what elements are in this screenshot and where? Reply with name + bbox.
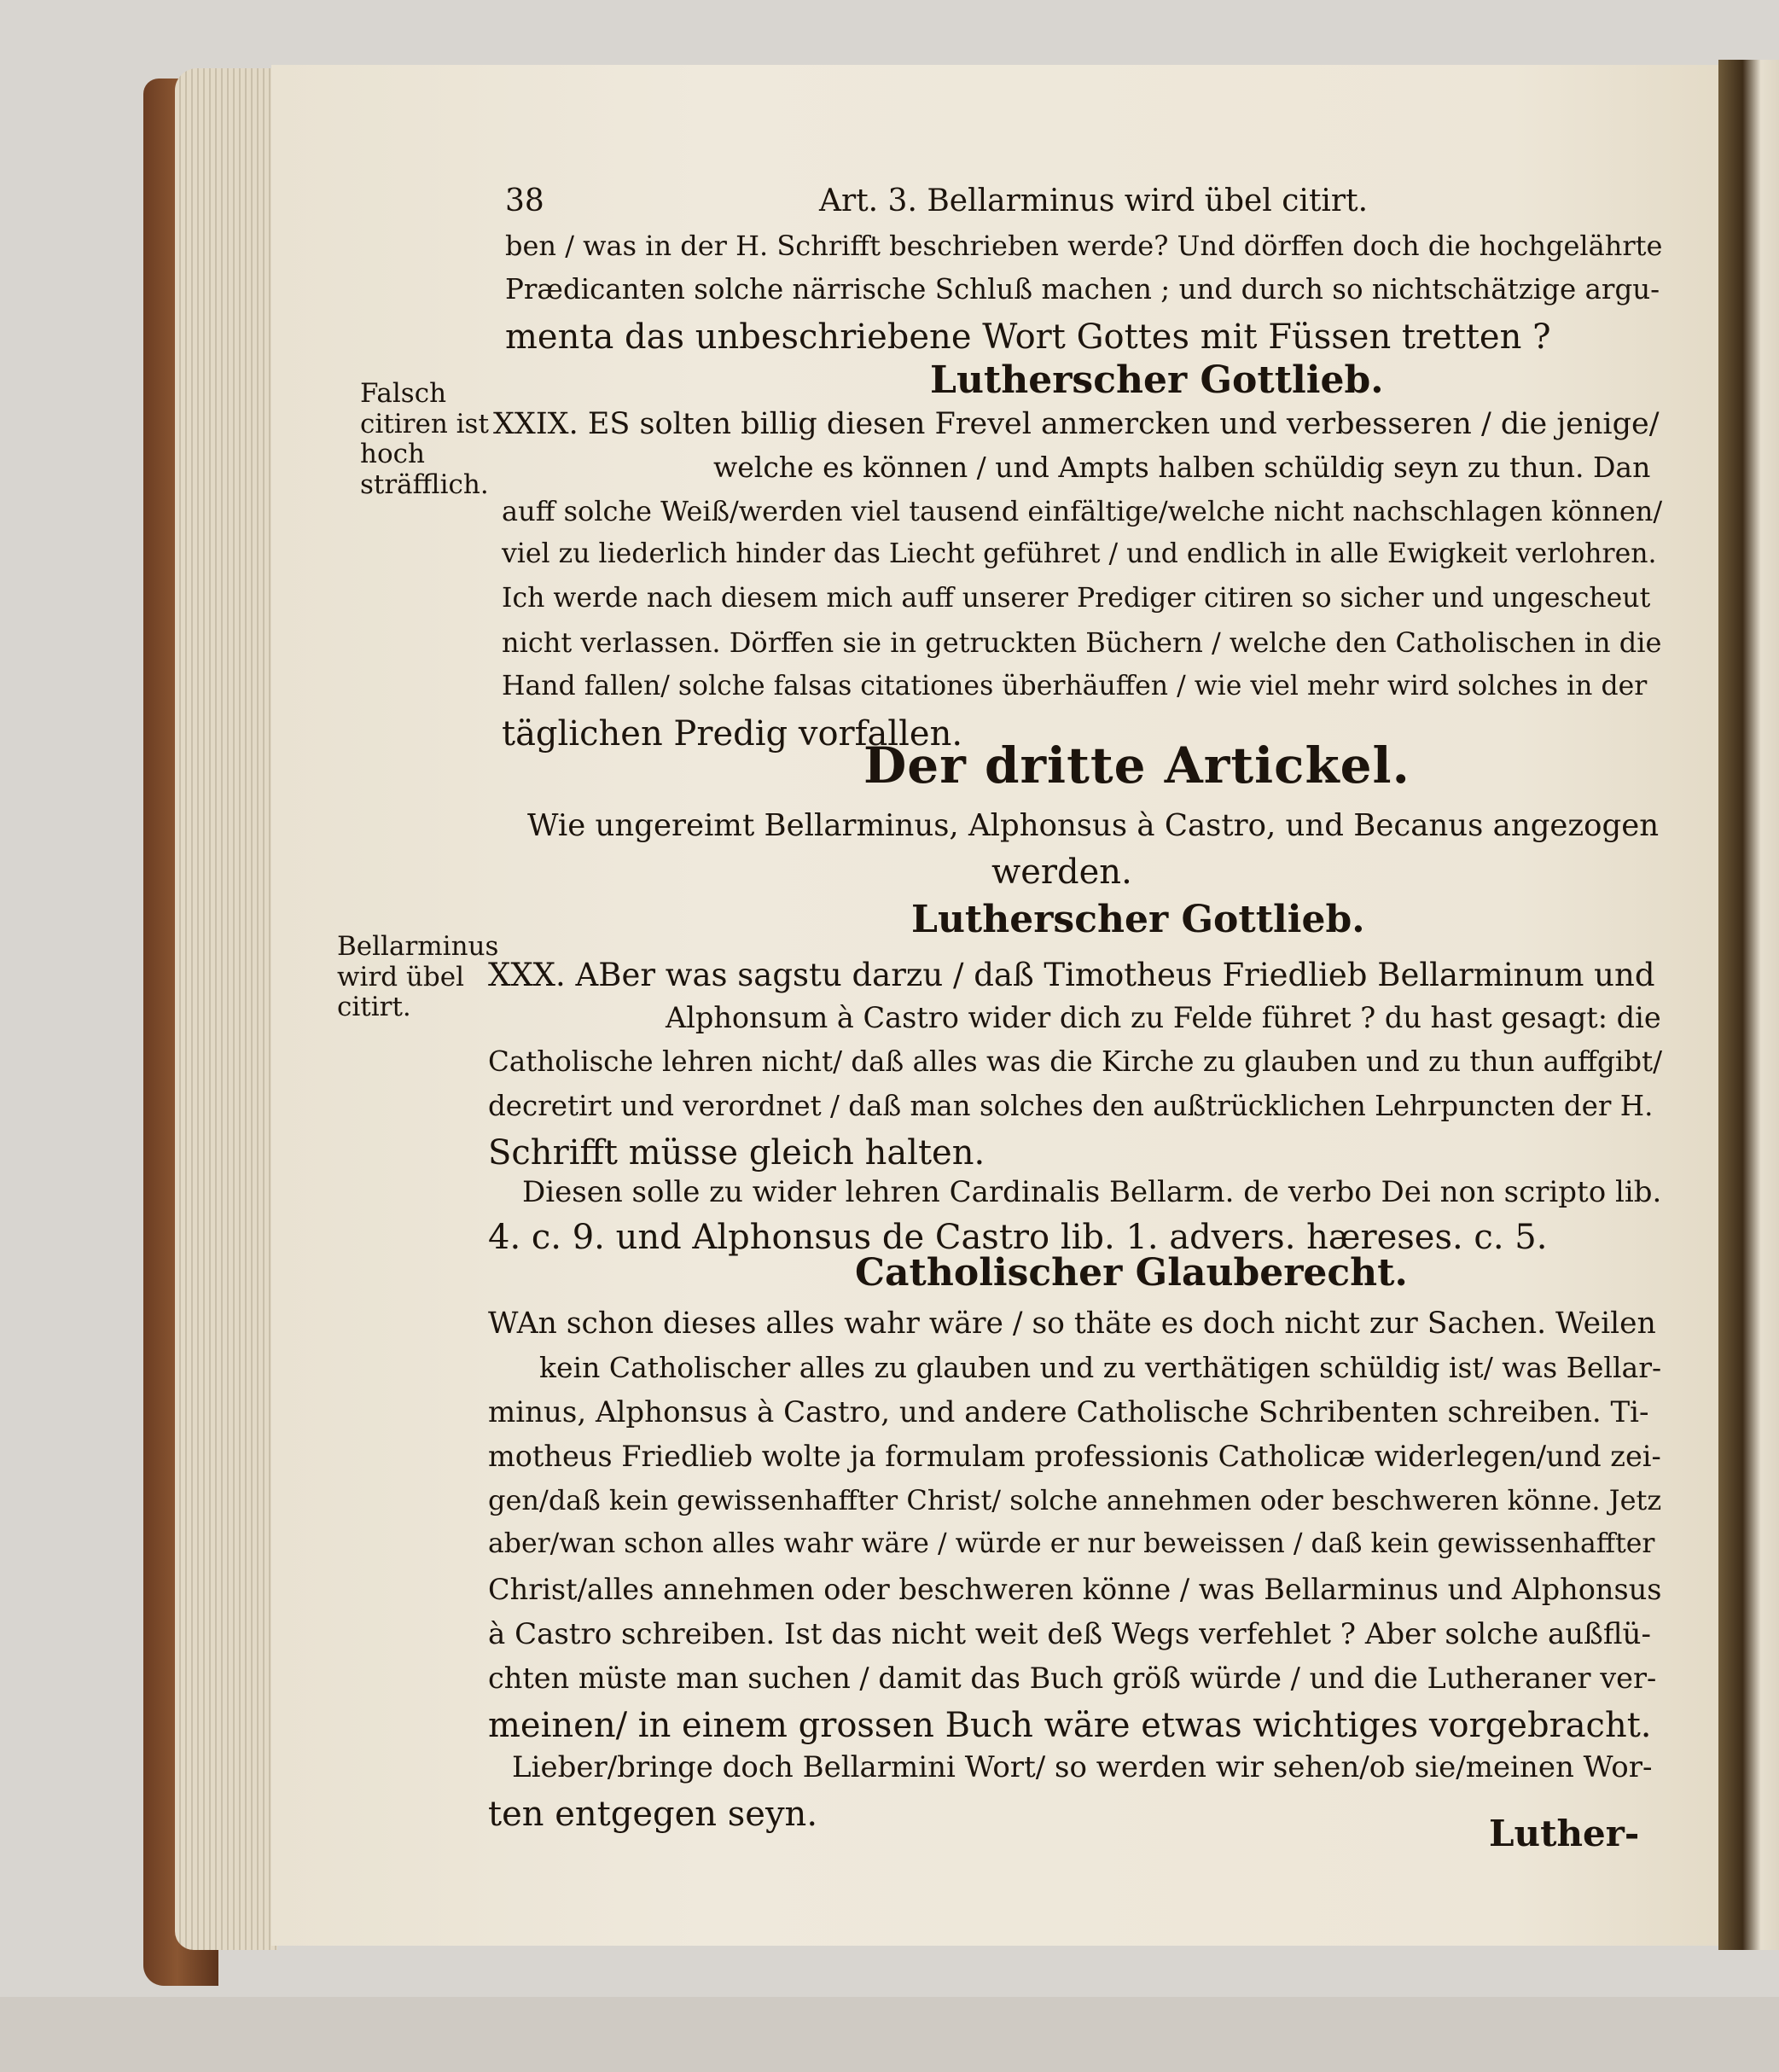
chapter-subtitle: werden. xyxy=(991,853,1132,892)
text-line: gen/daß kein gewissenhaffter Christ/ solche annehmen oder beschweren könne. Jetz xyxy=(488,1484,1662,1516)
page-number: 38 xyxy=(505,183,544,218)
text-line: WAn schon dieses alles wahr wäre / so thäte es doch nicht zur Sachen. Weilen xyxy=(488,1307,1656,1341)
text-line: XXIX. ES solten billig diesen Frevel anmercken und verbesseren / die jenige/ xyxy=(493,407,1660,441)
text-line: auff solche Weiß/werden viel tausend einfältige/welche nicht nachschlagen können/ xyxy=(502,495,1663,527)
text-line: meinen/ in einem grossen Buch wäre etwas wichtiges vorgebracht. xyxy=(488,1706,1652,1745)
text-line: ten entgegen seyn. xyxy=(488,1795,818,1834)
text-line: Ich werde nach diesem mich auff unserer Prediger citiren so sicher und ungescheut xyxy=(502,583,1651,614)
text-line: Lieber/bringe doch Bellarmini Wort/ so werden wir sehen/ob sie/meinen Wor- xyxy=(512,1750,1653,1784)
text-line: Hand fallen/ solche falsas citationes überhäuffen / wie viel mehr wird solches in der xyxy=(502,671,1648,701)
page-edges xyxy=(175,68,277,1950)
background xyxy=(0,1997,1779,2072)
section-heading: Catholischer Glauberecht. xyxy=(855,1251,1408,1295)
text-line: viel zu liederlich hinder das Liecht geführet / und endlich in alle Ewigkeit verlohren. xyxy=(502,538,1657,569)
side-note: Bellarminus wird übel citirt. xyxy=(337,931,499,1023)
text-line: minus, Alphonsus à Castro, und andere Catholische Schribenten schreiben. Ti- xyxy=(488,1395,1649,1429)
text-line: Prædicanten solche närrische Schluß machen ; und durch so nichtschätzige argu- xyxy=(505,273,1660,306)
catchword: Luther- xyxy=(1489,1813,1640,1854)
text-line: Alphonsum à Castro wider dich zu Felde führet ? du hast gesagt: die xyxy=(666,1001,1661,1034)
text-line: nicht verlassen. Dörffen sie in getruckten Büchern / welche den Catholischen in die xyxy=(502,626,1662,659)
text-line: Diesen solle zu wider lehren Cardinalis Bellarm. de verbo Dei non scripto lib. xyxy=(522,1175,1662,1209)
chapter-subtitle: Wie ungereimt Bellarminus, Alphonsus à Castro, und Becanus angezogen xyxy=(527,808,1660,843)
running-head: Art. 3. Bellarminus wird übel citirt. xyxy=(819,183,1369,218)
text-line: aber/wan schon alles wahr wäre / würde er nur beweissen / daß kein gewissenhaffter xyxy=(488,1528,1655,1559)
text-line: ben / was in der H. Schrifft beschrieben werde? Und dörffen doch die hochgelährte xyxy=(505,230,1663,262)
text-line: kein Catholischer alles zu glauben und zu verthätigen schüldig ist/ was Bellar- xyxy=(539,1351,1662,1384)
text-line: decretirt und verordnet / daß man solches den außtrücklichen Lehrpuncten der H. xyxy=(488,1090,1654,1122)
text-line: welche es können / und Ampts halben schüldig seyn zu thun. Dan xyxy=(713,451,1651,484)
side-note: Falsch citiren ist hoch sträfflich. xyxy=(360,378,489,500)
text-line: motheus Friedlieb wolte ja formulam professionis Catholicæ widerlegen/und zei- xyxy=(488,1440,1661,1473)
text-line: Christ/alles annehmen oder beschweren könne / was Bellarminus und Alphonsus xyxy=(488,1573,1662,1606)
text-line: täglichen Predig vorfallen. xyxy=(502,714,963,754)
chapter-title: Der dritte Artickel. xyxy=(863,736,1410,794)
text-line: chten müste man suchen / damit das Buch größ würde / und die Lutheraner ver- xyxy=(488,1662,1657,1695)
book-gutter xyxy=(1718,60,1779,1950)
text-line: menta das unbeschriebene Wort Gottes mit Füssen tretten ? xyxy=(505,317,1551,357)
text-line: Schrifft müsse gleich halten. xyxy=(488,1133,985,1173)
text-line: à Castro schreiben. Ist das nicht weit deß Wegs verfehlet ? Aber solche außflü- xyxy=(488,1617,1651,1651)
text-line: XXX. ABer was sagstu darzu / daß Timotheus Friedlieb Bellarminum und xyxy=(488,957,1655,993)
section-heading: Lutherscher Gottlieb. xyxy=(930,358,1384,402)
text-line: 4. c. 9. und Alphonsus de Castro lib. 1. advers. hæreses. c. 5. xyxy=(488,1218,1548,1257)
section-heading: Lutherscher Gottlieb. xyxy=(911,898,1365,941)
text-line: Catholische lehren nicht/ daß alles was die Kirche zu glauben und zu thun auffgibt/ xyxy=(488,1045,1663,1078)
